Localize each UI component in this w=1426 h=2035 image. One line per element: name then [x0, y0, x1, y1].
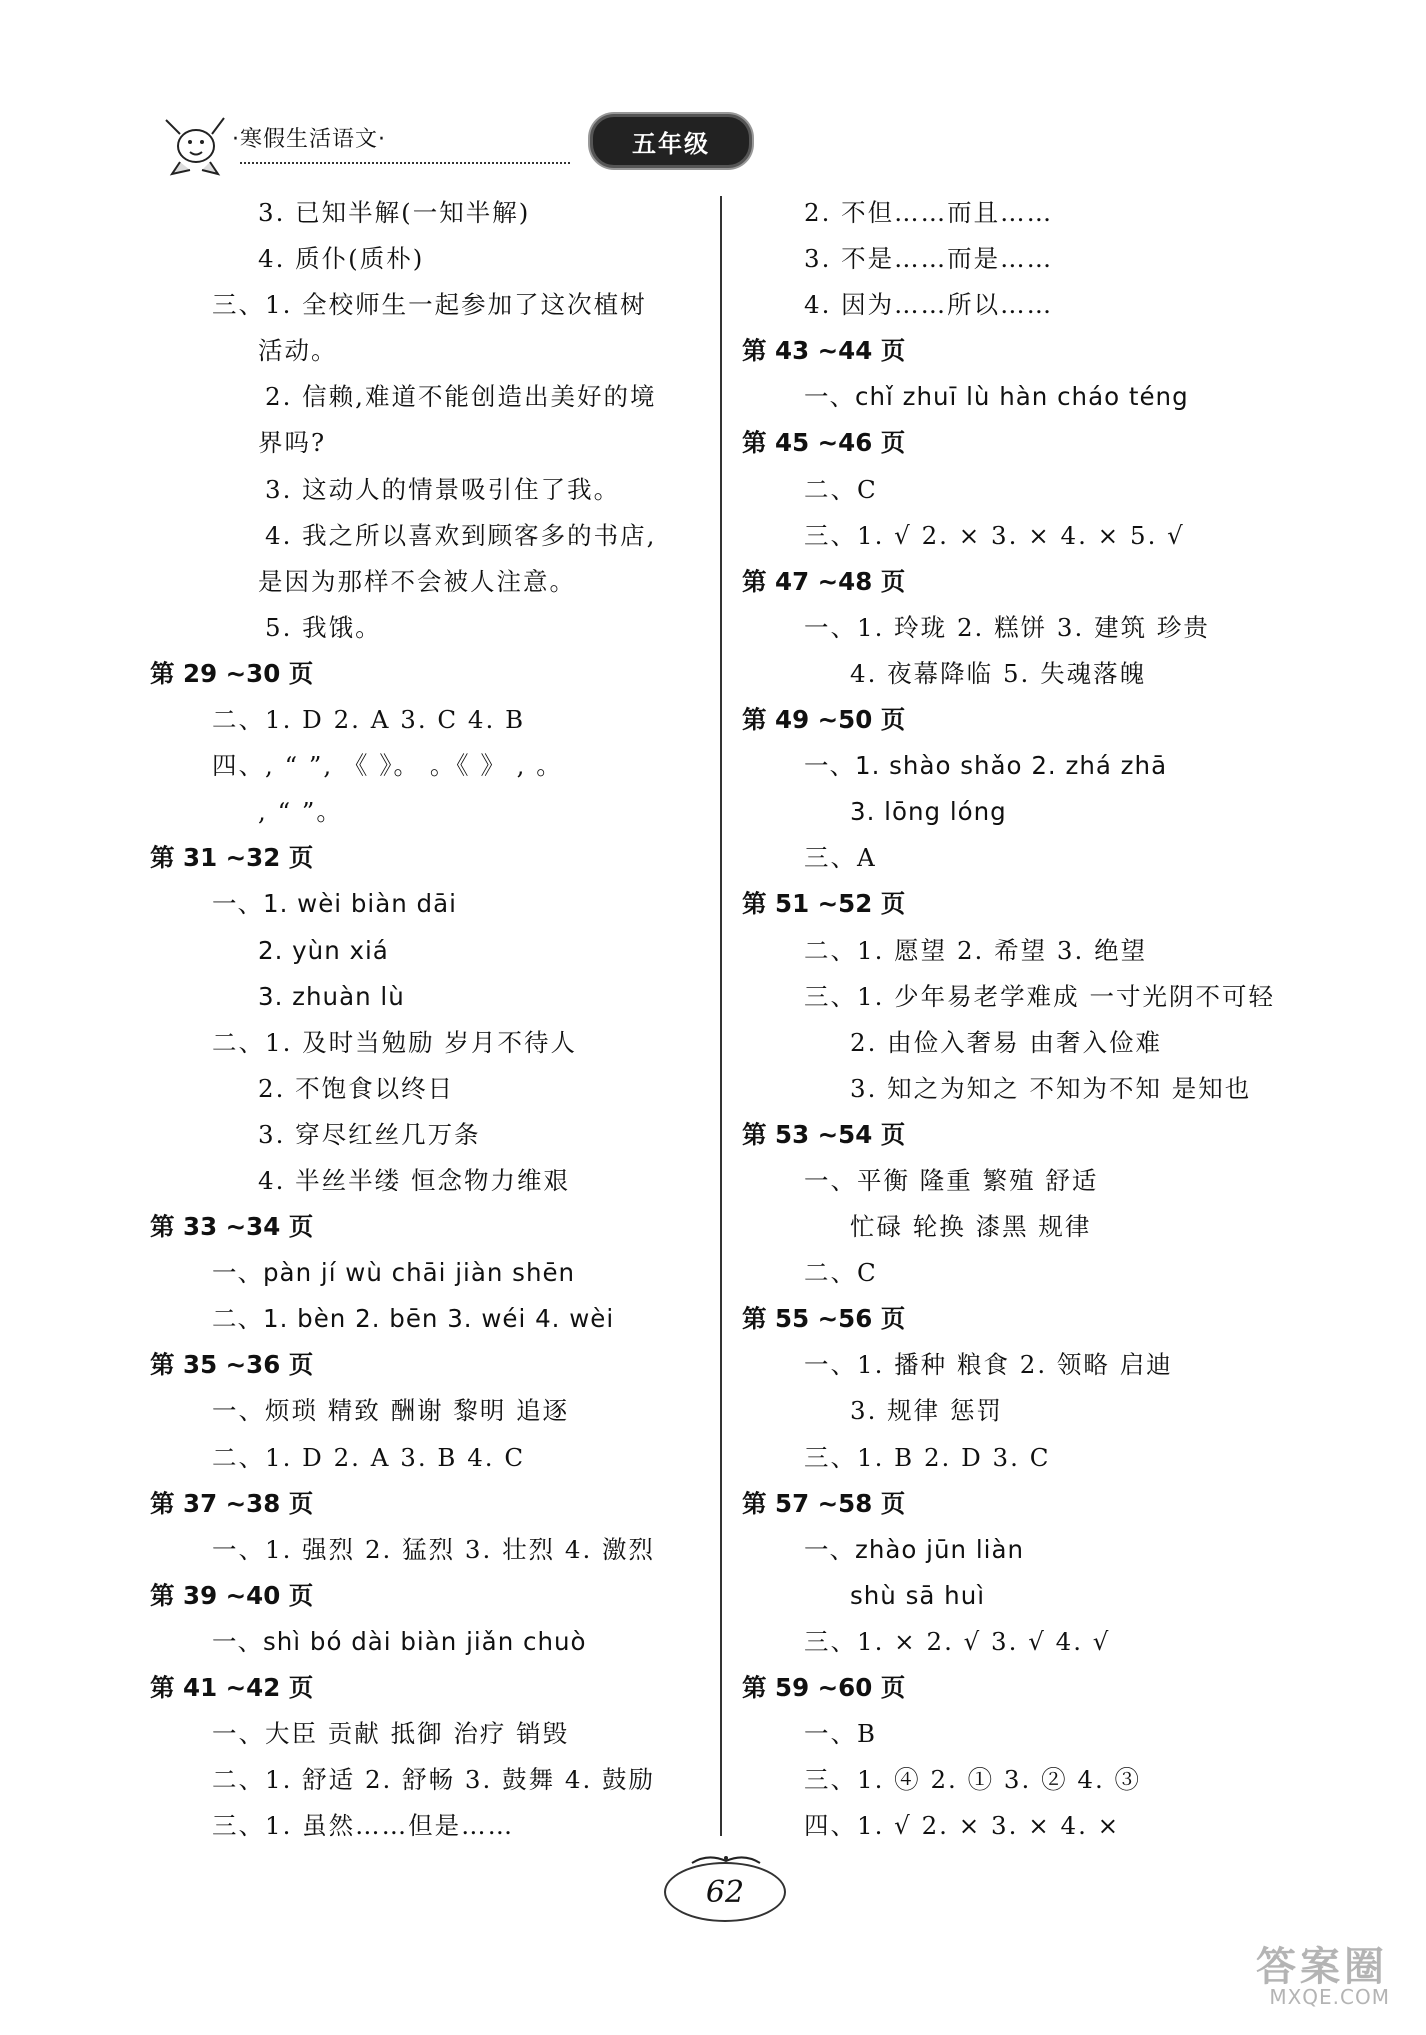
section-heading: 第 43 ~44 页: [742, 336, 906, 366]
answer-line: 3. 穿尽红丝几万条: [258, 1119, 481, 1149]
answer-line: 4. 因为……所以……: [804, 290, 1054, 320]
section-heading: 第 37 ~38 页: [150, 1488, 314, 1518]
answer-line: 3. 这动人的情景吸引住了我。: [265, 474, 621, 504]
watermark-logo: [1196, 1935, 1396, 2015]
answer-line: 二、C: [804, 1258, 878, 1288]
watermark-url-text: MXQE.COM: [1269, 1985, 1390, 2009]
answer-line: 2. 不饱食以终日: [258, 1073, 455, 1103]
section-heading: 第 57 ~58 页: [742, 1488, 906, 1518]
answer-line: 4. 夜幕降临 5. 失魂落魄: [850, 658, 1147, 688]
answer-line: 一、chǐ zhuī lù hàn cháo téng: [804, 382, 1189, 412]
column-divider: [720, 196, 722, 1836]
section-heading: 第 49 ~50 页: [742, 705, 906, 735]
answer-line: 3. 不是……而是……: [804, 244, 1054, 274]
left-answer-column: [150, 190, 710, 1849]
answer-line: 一、1. 强烈 2. 猛烈 3. 壮烈 4. 激烈: [212, 1534, 656, 1564]
answer-line: 活动。: [258, 336, 338, 366]
section-heading: 第 39 ~40 页: [150, 1580, 314, 1610]
section-heading: 第 33 ~34 页: [150, 1212, 314, 1242]
answer-line: 三、1. × 2. √ 3. √ 4. √: [804, 1626, 1111, 1656]
answer-line: 3. 已知半解(一知半解): [258, 198, 531, 227]
section-heading: 第 29 ~30 页: [150, 658, 314, 688]
answer-line: 2. 不但……而且……: [804, 198, 1054, 227]
answer-line: 二、1. 愿望 2. 希望 3. 绝望: [804, 935, 1148, 965]
page-number: 62: [664, 1862, 786, 1922]
section-heading: 第 51 ~52 页: [742, 889, 906, 919]
answer-line: 3. lōng lóng: [850, 797, 1007, 827]
answer-line: 2. 信赖,难道不能创造出美好的境: [265, 382, 657, 412]
answer-line: 三、1. 少年易老学难成 一寸光阴不可轻: [804, 981, 1275, 1011]
answer-line: 一、平衡 隆重 繁殖 舒适: [804, 1165, 1099, 1195]
mascot-illustration: [150, 110, 230, 176]
answer-line: 四、, “ ”, 《 》。 。《 》 , 。: [212, 751, 563, 781]
answer-line: 二、1. bèn 2. bēn 3. wéi 4. wèi: [212, 1304, 615, 1334]
answer-line: 一、1. wèi biàn dāi: [212, 889, 457, 919]
answer-line: , “ ”。: [258, 797, 343, 827]
answer-line: 4. 半丝半缕 恒念物力维艰: [258, 1165, 570, 1195]
answer-line: 一、zhào jūn liàn: [804, 1534, 1024, 1564]
answer-line: 4. 质仆(质朴): [258, 244, 425, 274]
answer-line: 忙碌 轮换 漆黑 规律: [850, 1212, 1092, 1242]
answer-line: 二、C: [804, 474, 878, 504]
section-heading: 第 35 ~36 页: [150, 1350, 314, 1380]
answer-line: 三、1. √ 2. × 3. × 4. × 5. √: [804, 520, 1185, 550]
answer-line: 一、1. 玲珑 2. 糕饼 3. 建筑 珍贵: [804, 612, 1210, 642]
answer-line: 一、烦琐 精致 酬谢 黎明 追逐: [212, 1396, 570, 1426]
answer-line: 二、1. 舒适 2. 舒畅 3. 鼓舞 4. 鼓励: [212, 1765, 656, 1795]
answer-line: 三、1. 全校师生一起参加了这次植树: [212, 290, 647, 320]
section-heading: 第 41 ~42 页: [150, 1673, 314, 1702]
answer-line: 3. zhuàn lù: [258, 981, 405, 1011]
answer-line: 是因为那样不会被人注意。: [258, 566, 576, 596]
answer-line: 二、1. D 2. A 3. C 4. B: [212, 705, 526, 735]
answer-line: 二、1. D 2. A 3. B 4. C: [212, 1442, 526, 1472]
answer-line: 三、1. ④ 2. ① 3. ② 4. ③: [804, 1765, 1142, 1795]
answer-line: 3. 知之为知之 不知为不知 是知也: [850, 1073, 1252, 1103]
answer-line: 二、1. 及时当勉励 岁月不待人: [212, 1027, 577, 1057]
answer-line: shù sā huì: [850, 1580, 986, 1610]
section-heading: 第 55 ~56 页: [742, 1304, 906, 1334]
answer-line: 一、B: [804, 1719, 878, 1749]
section-heading: 第 47 ~48 页: [742, 566, 906, 596]
answer-line: 一、1. 播种 粮食 2. 领略 启迪: [804, 1350, 1173, 1380]
answer-line: 2. 由俭入奢易 由奢入俭难: [850, 1027, 1162, 1057]
answer-line: 3. 规律 惩罚: [850, 1396, 1003, 1426]
section-heading: 第 53 ~54 页: [742, 1119, 906, 1149]
answer-line: 一、pàn jí wù chāi jiàn shēn: [212, 1258, 576, 1288]
answer-line: 界吗?: [258, 428, 327, 458]
book-title: ·寒假生活语文·: [232, 127, 386, 152]
section-heading: 第 31 ~32 页: [150, 843, 314, 873]
grade-badge: 五年级: [590, 114, 752, 168]
answer-line: 三、A: [804, 843, 877, 873]
section-heading: 第 45 ~46 页: [742, 428, 906, 458]
page-header: [150, 110, 710, 180]
answer-line: 三、1. B 2. D 3. C: [804, 1442, 1051, 1472]
section-heading: 第 59 ~60 页: [742, 1673, 906, 1702]
answer-line: 四、1. √ 2. × 3. × 4. ×: [804, 1811, 1121, 1841]
title-underline: [240, 162, 570, 164]
answer-line: 三、1. 虽然……但是……: [212, 1811, 515, 1841]
answer-line: 一、shì bó dài biàn jiǎn chuò: [212, 1626, 587, 1656]
answer-line: 一、1. shào shǎo 2. zhá zhā: [804, 751, 1168, 781]
watermark-top-text: 答案圈: [1256, 1944, 1388, 1990]
answer-line: 5. 我饿。: [265, 612, 382, 642]
answer-line: 4. 我之所以喜欢到顾客多的书店,: [265, 520, 657, 550]
answer-line: 2. yùn xiá: [258, 935, 389, 965]
answer-line: 一、大臣 贡献 抵御 治疗 销毁: [212, 1719, 570, 1749]
right-answer-column: [742, 190, 1312, 1849]
